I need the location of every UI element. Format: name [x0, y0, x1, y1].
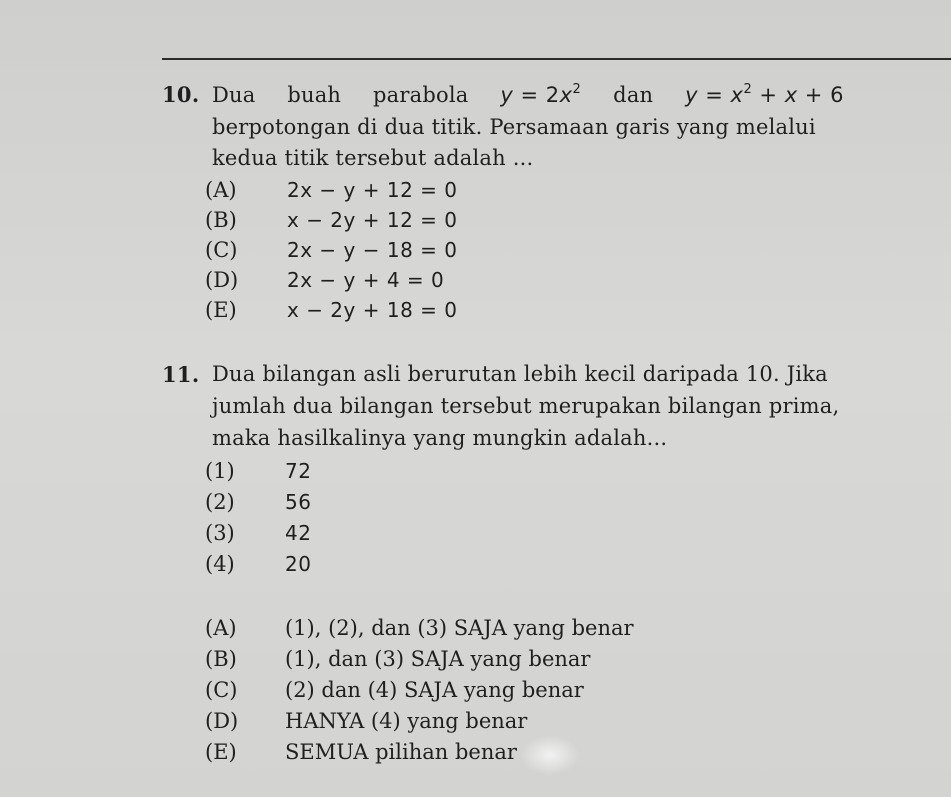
- option-value: 2x − y + 12 = 0: [287, 178, 458, 202]
- word-dan: dan: [613, 83, 654, 107]
- option-value: 2x − y + 4 = 0: [287, 268, 445, 292]
- statement-value: 20: [285, 552, 312, 576]
- question-text-line-2: jumlah dua bilangan tersebut merupakan bilangan prima,: [212, 394, 840, 418]
- option-label: (B): [205, 208, 237, 232]
- statement-value: 42: [285, 521, 312, 545]
- word-buah: buah: [287, 83, 342, 107]
- option-value: (1), dan (3) SAJA yang benar: [285, 647, 591, 671]
- option-b[interactable]: [205, 208, 458, 232]
- option-label: (A): [205, 616, 237, 640]
- statement-3: [205, 521, 312, 545]
- top-rule: [162, 58, 951, 60]
- statement-label: (1): [205, 459, 235, 483]
- option-a[interactable]: [205, 178, 458, 202]
- option-d[interactable]: [205, 268, 445, 292]
- option-value: 2x − y − 18 = 0: [287, 238, 458, 262]
- option-label: (C): [205, 678, 238, 702]
- statement-value: 72: [285, 459, 312, 483]
- option-a[interactable]: [205, 616, 634, 640]
- option-label: (D): [205, 268, 239, 292]
- option-e[interactable]: [205, 298, 458, 322]
- equation-parabola-2: $y = x^2 + x + 6$: [685, 82, 844, 107]
- statement-label: (3): [205, 521, 235, 545]
- option-value: (1), (2), dan (3) SAJA yang benar: [285, 616, 634, 640]
- question-text-line-3: kedua titik tersebut adalah ...: [212, 146, 534, 170]
- option-value: (2) dan (4) SAJA yang benar: [285, 678, 584, 702]
- light-glare: [520, 735, 580, 775]
- statement-2: [205, 490, 312, 514]
- statement-4: [205, 552, 312, 576]
- word-dua: Dua: [212, 83, 256, 107]
- question-text-line-3: maka hasilkalinya yang mungkin adalah...: [212, 426, 668, 450]
- question-text-line-2: berpotongan di dua titik. Persamaan garis yang melalui: [212, 115, 816, 139]
- statement-label: (4): [205, 552, 235, 576]
- statement-value: 56: [285, 490, 312, 514]
- option-label: (C): [205, 238, 238, 262]
- option-c[interactable]: [205, 238, 458, 262]
- option-label: (E): [205, 298, 237, 322]
- equation-parabola-1: $y = 2x^2$: [500, 82, 582, 107]
- question-number: 11.: [162, 362, 200, 387]
- option-label: (B): [205, 647, 237, 671]
- option-c[interactable]: [205, 678, 584, 702]
- question-number: 10.: [162, 82, 200, 107]
- option-value: x − 2y + 18 = 0: [287, 298, 458, 322]
- option-label: (A): [205, 178, 237, 202]
- option-value: x − 2y + 12 = 0: [287, 208, 458, 232]
- question-text-line-1: Dua bilangan asli berurutan lebih kecil daripada 10. Jika: [212, 362, 828, 386]
- option-label: (E): [205, 740, 237, 764]
- option-value: SEMUA pilihan benar: [285, 740, 517, 764]
- statement-label: (2): [205, 490, 235, 514]
- word-parabola: parabola: [373, 83, 469, 107]
- option-d[interactable]: [205, 709, 528, 733]
- statement-1: [205, 459, 312, 483]
- option-e[interactable]: [205, 740, 517, 764]
- option-value: HANYA (4) yang benar: [285, 709, 528, 733]
- option-label: (D): [205, 709, 239, 733]
- option-b[interactable]: [205, 647, 591, 671]
- question-text-line-1: [212, 82, 844, 107]
